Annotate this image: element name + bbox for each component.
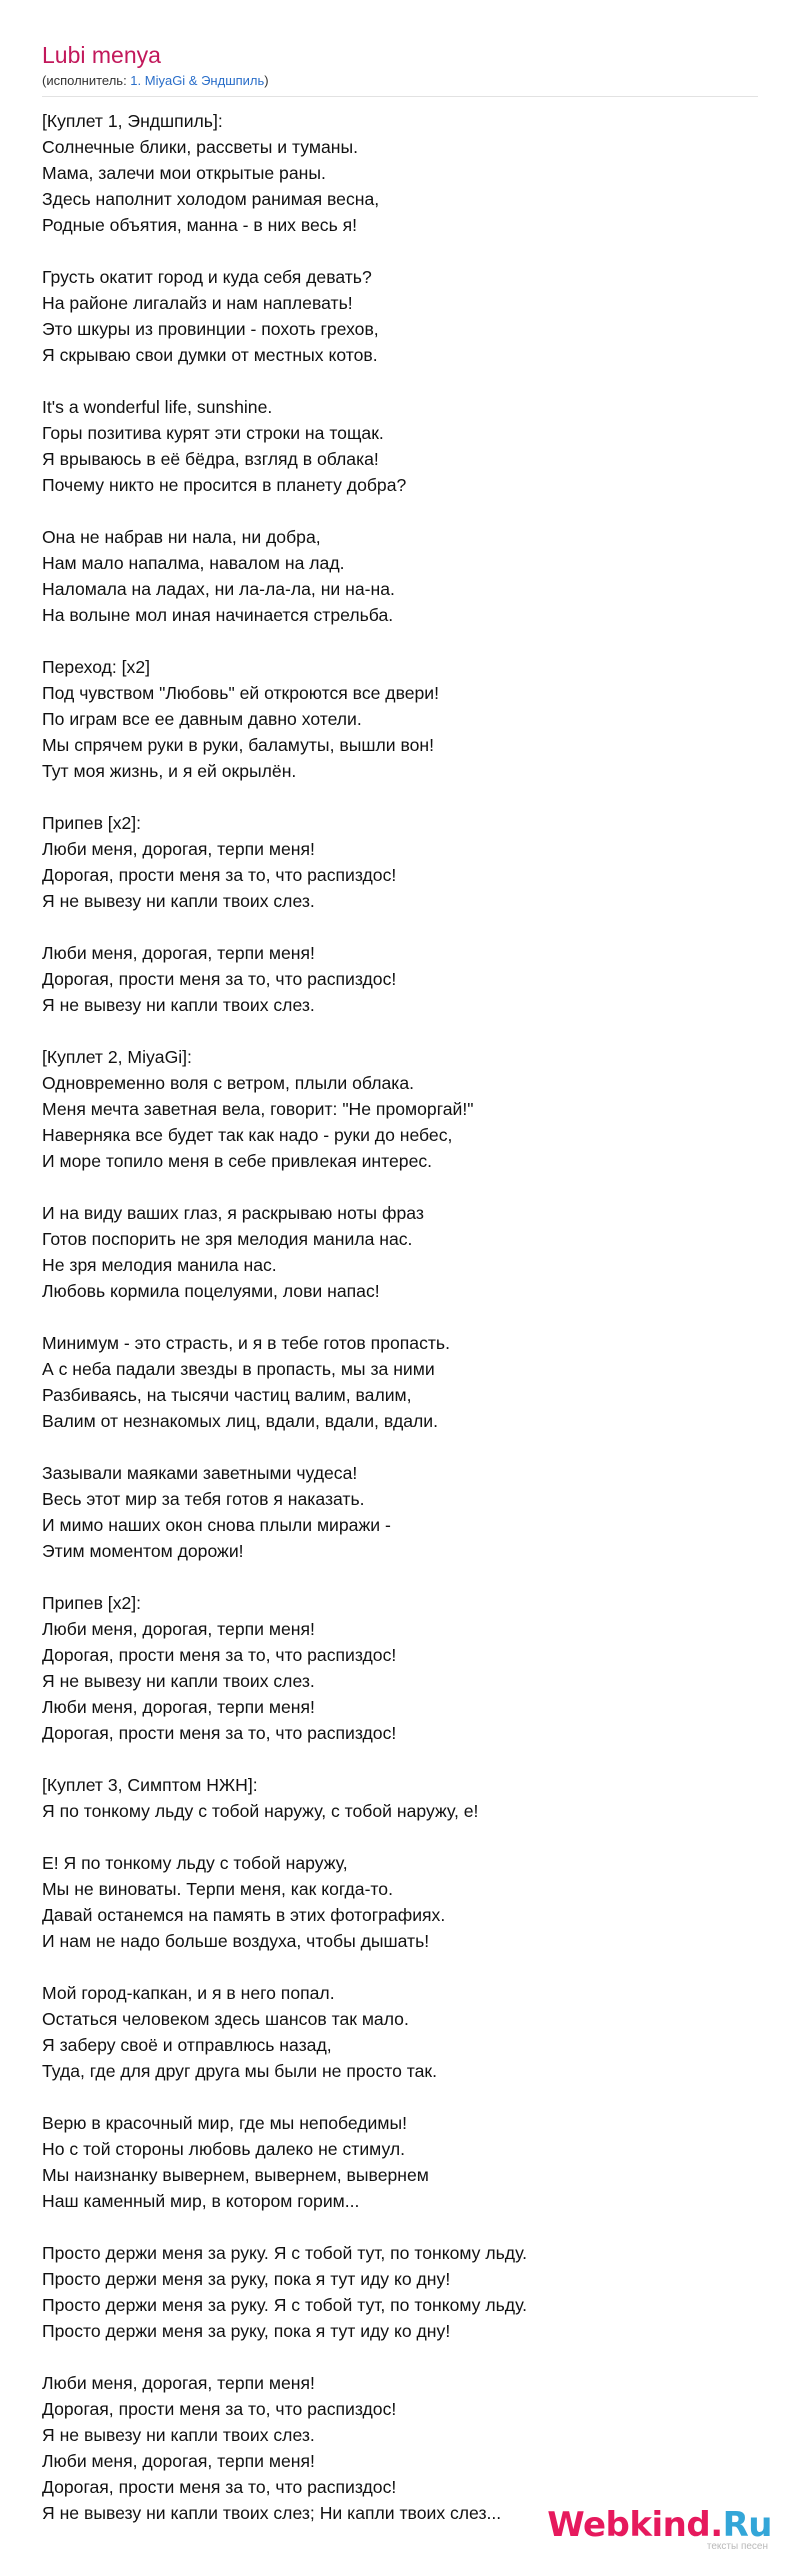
lyric-line: Валим от незнакомых лиц, вдали, вдали, вдали. <box>42 1411 438 1431</box>
lyric-line: Почему никто не просится в планету добра? <box>42 475 407 495</box>
lyric-line: На волыне мол иная начинается стрельба. <box>42 605 394 625</box>
lyrics-stanza <box>42 2370 762 2526</box>
artist-prefix: (исполнитель: <box>42 73 131 88</box>
lyric-line: Просто держи меня за руку, пока я тут иду ко дну! <box>42 2269 451 2289</box>
artist-line <box>42 72 758 90</box>
lyric-line: Дорогая, прости меня за то, что распиздос! <box>42 2477 397 2497</box>
lyric-line: Зазывали маяками заветными чудеса! <box>42 1463 358 1483</box>
lyric-line: Весь этот мир за тебя готов я наказать. <box>42 1489 365 1509</box>
lyric-line: Наш каменный мир, в котором горим... <box>42 2191 360 2211</box>
lyrics-stanza <box>42 1980 762 2084</box>
lyric-line: Наломала на ладах, ни ла-ла-ла, ни на-на. <box>42 579 395 599</box>
lyric-line: Мы наизнанку вывернем, вывернем, вывернем <box>42 2165 429 2185</box>
lyrics-stanza <box>42 1850 762 1954</box>
lyric-line: Горы позитива курят эти строки на тощак. <box>42 423 384 443</box>
lyrics-stanza <box>42 2240 762 2344</box>
lyrics-stanza <box>42 394 762 498</box>
lyric-line: Родные объятия, манна - в них весь я! <box>42 215 358 235</box>
song-title: Lubi menya <box>42 42 161 68</box>
lyrics-stanza <box>42 1590 762 1746</box>
lyrics-stanza <box>42 108 762 238</box>
lyric-line: Припев [x2]: <box>42 813 142 833</box>
lyric-line: [Куплет 2, MiyaGi]: <box>42 1047 192 1067</box>
lyric-line: На районе лигалайз и нам наплевать! <box>42 293 353 313</box>
logo-wordmark <box>547 2507 772 2543</box>
logo-word: Webkind <box>547 2505 711 2545</box>
lyric-line: Давай останемся на память в этих фотографиях. <box>42 1905 446 1925</box>
lyric-line: Я заберу своё и отправлюсь назад, <box>42 2035 332 2055</box>
lyric-line: Люби меня, дорогая, терпи меня! <box>42 1697 315 1717</box>
lyric-line: Я по тонкому льду с тобой наружу, с тобой наружу, е! <box>42 1801 479 1821</box>
lyric-line: Минимум - это страсть, и я в тебе готов пропасть. <box>42 1333 450 1353</box>
lyrics-stanza <box>42 940 762 1018</box>
lyric-line: И мимо наших окон снова плыли миражи - <box>42 1515 391 1535</box>
lyric-line: Это шкуры из провинции - похоть грехов, <box>42 319 379 339</box>
lyric-line: [Куплет 3, Симптом НЖН]: <box>42 1775 258 1795</box>
lyrics-stanza <box>42 2110 762 2214</box>
logo-tld: Ru <box>722 2505 772 2545</box>
lyric-line: Этим моментом дорожи! <box>42 1541 244 1561</box>
lyrics-stanza <box>42 1330 762 1434</box>
lyric-line: Просто держи меня за руку, пока я тут иду ко дну! <box>42 2321 451 2341</box>
lyric-line: Я не вывезу ни капли твоих слез. <box>42 1671 315 1691</box>
lyric-line: Люби меня, дорогая, терпи меня! <box>42 839 315 859</box>
lyric-line: Но с той стороны любовь далеко не стимул. <box>42 2139 406 2159</box>
lyric-line: Разбиваясь, на тысячи частиц валим, валим, <box>42 1385 412 1405</box>
page-header <box>42 40 758 97</box>
lyric-line: Дорогая, прости меня за то, что распиздос! <box>42 865 397 885</box>
lyric-line: Мы спрячем руки в руки, баламуты, вышли вон! <box>42 735 434 755</box>
artist-link[interactable]: 1. MiyaGi & Эндшпиль <box>130 73 265 88</box>
lyric-line: Мой город-капкан, и я в него попал. <box>42 1983 335 2003</box>
lyric-line: Туда, где для друг друга мы были не просто так. <box>42 2061 437 2081</box>
artist-suffix: ) <box>264 73 269 88</box>
lyric-line: Люби меня, дорогая, терпи меня! <box>42 1619 315 1639</box>
lyric-line: Я не вывезу ни капли твоих слез. <box>42 891 315 911</box>
lyric-line: Она не набрав ни нала, ни добра, <box>42 527 321 547</box>
lyrics-stanza <box>42 1044 762 1174</box>
lyric-line: Мы не виноваты. Терпи меня, как когда-то. <box>42 1879 393 1899</box>
lyric-line: Люби меня, дорогая, терпи меня! <box>42 2451 315 2471</box>
lyric-line: Люби меня, дорогая, терпи меня! <box>42 943 315 963</box>
lyrics-stanza <box>42 810 762 914</box>
lyrics-stanza <box>42 654 762 784</box>
lyric-line: Грусть окатит город и куда себя девать? <box>42 267 372 287</box>
lyric-line: Я врываюсь в её бёдра, взгляд в облака! <box>42 449 379 469</box>
lyric-line: Солнечные блики, рассветы и туманы. <box>42 137 358 157</box>
lyrics-stanza <box>42 1772 762 1824</box>
lyric-line: Наверняка все будет так как надо - руки до небес, <box>42 1125 453 1145</box>
lyrics-stanza <box>42 524 762 628</box>
lyric-line: Любовь кормила поцелуями, лови напас! <box>42 1281 380 1301</box>
lyric-line: It's a wonderful life, sunshine. <box>42 397 273 417</box>
lyric-line: Е! Я по тонкому льду с тобой наружу, <box>42 1853 348 1873</box>
lyric-line: Я не вывезу ни капли твоих слез. <box>42 995 315 1015</box>
lyric-line: Люби меня, дорогая, терпи меня! <box>42 2373 315 2393</box>
lyric-line: Припев [x2]: <box>42 1593 142 1613</box>
lyric-line: И на виду ваших глаз, я раскрываю ноты фраз <box>42 1203 424 1223</box>
lyric-line: Готов поспорить не зря мелодия манила нас. <box>42 1229 413 1249</box>
lyric-line: Остаться человеком здесь шансов так мало. <box>42 2009 409 2029</box>
lyric-line: Мама, залечи мои открытые раны. <box>42 163 326 183</box>
lyrics-stanza <box>42 1200 762 1304</box>
lyric-line: [Куплет 1, Эндшпиль]: <box>42 111 223 131</box>
lyrics-stanza <box>42 1460 762 1564</box>
lyric-line: Дорогая, прости меня за то, что распиздос! <box>42 1645 397 1665</box>
header-divider <box>42 96 758 97</box>
lyric-line: Я не вывезу ни капли твоих слез. <box>42 2425 315 2445</box>
lyric-line: Одновременно воля с ветром, плыли облака. <box>42 1073 415 1093</box>
lyric-line: Я скрываю свои думки от местных котов. <box>42 345 378 365</box>
lyric-line: Просто держи меня за руку. Я с тобой тут, по тонкому льду. <box>42 2243 527 2263</box>
lyric-line: По играм все ее давным давно хотели. <box>42 709 362 729</box>
lyric-line: Не зря мелодия манила нас. <box>42 1255 277 1275</box>
lyric-line: Под чувством "Любовь" ей откроются все двери! <box>42 683 440 703</box>
lyric-line: И нам не надо больше воздуха, чтобы дышать! <box>42 1931 430 1951</box>
lyric-line: Нам мало напалма, навалом на лад. <box>42 553 345 573</box>
lyrics-stanza <box>42 264 762 368</box>
lyric-line: Тут моя жизнь, и я ей окрылён. <box>42 761 297 781</box>
lyric-line: Просто держи меня за руку. Я с тобой тут, по тонкому льду. <box>42 2295 527 2315</box>
logo-dot: . <box>710 2505 723 2545</box>
lyric-line: И море топило меня в себе привлекая интерес. <box>42 1151 433 1171</box>
lyric-line: Я не вывезу ни капли твоих слез; Ни капли твоих слез... <box>42 2503 502 2523</box>
lyric-line: Здесь наполнит холодом ранимая весна, <box>42 189 380 209</box>
lyric-line: Дорогая, прости меня за то, что распиздос! <box>42 2399 397 2419</box>
site-logo[interactable] <box>547 2507 772 2552</box>
lyrics-body <box>42 108 762 2552</box>
lyric-line: Меня мечта заветная вела, говорит: "Не проморгай!" <box>42 1099 474 1119</box>
lyric-line: А с неба падали звезды в пропасть, мы за ними <box>42 1359 435 1379</box>
lyric-line: Дорогая, прости меня за то, что распиздос! <box>42 969 397 989</box>
lyric-line: Дорогая, прости меня за то, что распиздос! <box>42 1723 397 1743</box>
lyric-line: Переход: [x2] <box>42 657 151 677</box>
logo-tagline: тексты песен <box>706 2541 768 2552</box>
lyric-line: Верю в красочный мир, где мы непобедимы! <box>42 2113 408 2133</box>
